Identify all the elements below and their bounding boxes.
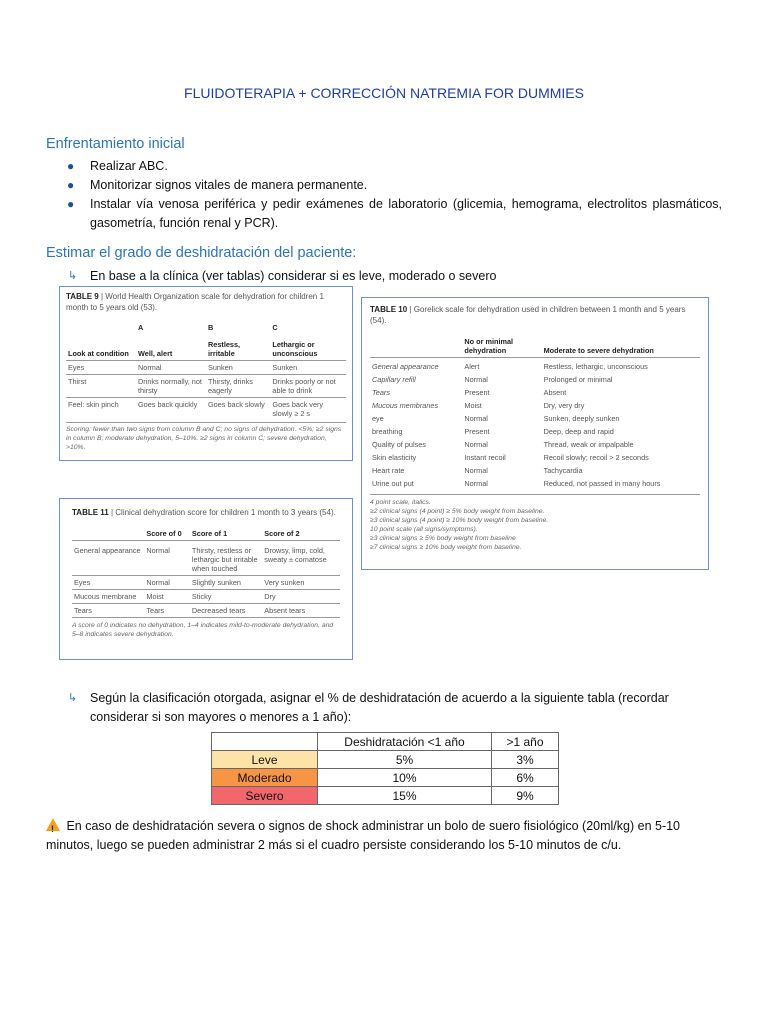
bullet-icon: ● [67,197,75,211]
section-heading-dehydration: Estimar el grado de deshidratación del paciente: [46,245,357,261]
table10-caption: TABLE 10 | Gorelick scale for dehydration used in children between 1 month and 5 years (54). [370,305,686,325]
table-row: Urine out put Normal Reduced, not passed in many hours [372,479,661,488]
arrow-icon: ↳ [68,692,78,704]
table-row: General appearance Alert Restless, lethargic, unconscious [370,358,700,374]
table-row: Quality of pulses Normal Thread, weak or impalpable [372,440,634,449]
bullet-icon: ● [67,159,75,173]
table-row: Eyes Normal Sunken Sunken [66,361,346,375]
arrow-icon: ↳ [68,270,78,282]
table-row: Mucous membranes Moist Dry, very dry [372,401,585,410]
bullet-item: ● Monitorizar signos vitales de manera permanente. [70,176,720,195]
table9-caption: TABLE 9 | World Health Organization scale for dehydration for children 1 month to 5 years old (53). [66,292,324,312]
table11-note: A score of 0 indicates no dehydration, 1–4 indicates mild-to-moderate dehydration, and 5–8 indicates severe dehydration. [72,622,334,638]
table-row: breathing Present Deep, deep and rapid [372,427,614,436]
document-title: FLUIDOTERAPIA + CORRECCIÓN NATREMIA FOR DUMMIES [184,85,584,101]
table-row: Capillary refill Normal Prolonged or minimal [372,375,613,384]
table-row: Tears Present Absent [372,388,567,397]
arrow-item: ↳ En base a la clínica (ver tablas) considerar si es leve, moderado o severo [68,267,728,286]
table-row: Heart rate Normal Tachycardia [372,466,583,475]
table-row: Severo 15% 9% [212,787,559,805]
table-row: Tears Tears Decreased tears Absent tears [72,604,340,618]
bullet-item: ● Instalar vía venosa periférica y pedir exámenes de laboratorio (glicemia, hemograma, electrolitos plasmáticos, gasometría, función renal y PCR). [67,197,722,230]
table10-notes: 4 point scale, italics. ≥2 clinical signs (4 point) ≥ 5% body weight from baseline. ≥3 clinical signs (4 point) ≥ 10% body weight from baseline. 10 point scale (all signs/symptoms). ≥3 clinical signs ≥ 5% body weight from baseline ≥7 clinical signs ≥ 10% body weight from baseline. [370,499,549,551]
dehydration-percent-table: Deshidratación <1 año >1 año Leve 5% 3% Moderado 10% 6% Severo 15% 9% [211,732,559,805]
table-row: General appearance Normal Thirsty, restless or lethargic but irritable when touched Drowsy, limp, cold, sweaty ± comatose [72,541,340,576]
bullet-icon: ● [67,178,75,192]
severity-label: Severo [212,787,318,805]
warning-icon: ! [46,818,60,831]
table-row: Mucous membrane Moist Sticky Dry [72,590,340,604]
severity-label: Moderado [212,769,318,787]
table-row: eye Normal Sunken, deeply sunken [372,414,620,423]
warning-paragraph: ! En caso de deshidratación severa o signos de shock administrar un bolo de suero fisiológico (20ml/kg) en 5-10 minutos, luego se pueden administrar 2 más si el cuadro persiste considerando los 5-10 minutos de c/u. [46,819,681,852]
table9-who-scale: TABLE 9 | World Health Organization scale for dehydration for children 1 month to 5 years old (53). A B C Look at condition Well, alert Restless, irritable Lethargic or unconscious Eyes Normal Sunken Sunken Thirst Drinks normally, not thirsty Thirsty, drinks eagerly Drinks poorly or not able to drink Feel: skin pinch Goes back quickly Goes back slowly Goes back very slowly ≥ 2 s Scoring: fewer than two signs from column B and C; no signs of dehydration. <5%; ≥2 signs in column B; moderate dehydration, 5–10%. ≥2 signs in column C; severe dehydration, >10%. [59,286,353,461]
table-row: Skin elasticity Instant recoil Recoil slowly; recoil > 2 seconds [372,453,649,462]
table-row: Feel: skin pinch Goes back quickly Goes back slowly Goes back very slowly ≥ 2 s [66,398,346,421]
table11-caption: TABLE 11 | Clinical dehydration score for children 1 month to 3 years (54). [72,508,336,517]
table9-note: Scoring: fewer than two signs from column B and C; no signs of dehydration. <5%; ≥2 signs in column B; moderate dehydration, 5–10%. ≥2 signs in column C; severe dehydration, >10%. [66,426,342,451]
table-row: Moderado 10% 6% [212,769,559,787]
table-row: Eyes Normal Slightly sunken Very sunken [72,576,340,590]
severity-label: Leve [212,751,318,769]
arrow-item: ↳ Según la clasificación otorgada, asignar el % de deshidratación de acuerdo a la siguiente tabla (recordar considerar si son mayores o menores a 1 año): [68,691,669,724]
table-row: Thirst Drinks normally, not thirsty Thirsty, drinks eagerly Drinks poorly or not able to drink [66,375,346,398]
table-row: Leve 5% 3% [212,751,559,769]
section-heading-initial: Enfrentamiento inicial [46,136,185,152]
table10-gorelick-scale: TABLE 10 | Gorelick scale for dehydration used in children between 1 month and 5 years (54). No or minimal dehydration Moderate to severe dehydration General appearance Alert Restless, lethargic, unconscious Capillary refill Normal Prolonged or minimal Tears Present Absent Mucous membranes Moist Dry, very dry eye Normal Sunken, deeply sunken breathing Present Deep, deep and rapid Quality of pulses Normal Thread, weak or impalpable Skin elasticity Instant recoil Recoil slowly; recoil > 2 seconds Heart rate Normal Tachycardia Urine out put Normal Reduced, not passed in many hours 4 point scale, italics. ≥2 clinical signs (4 point) ≥ 5% body weight from baseline. ≥3 clinical signs (4 point) ≥ 10% body weight from baseline. 10 point scale (all signs/symptoms). ≥3 clinical signs ≥ 5% body weight from baseline ≥7 clinical signs ≥ 10% body weight from baseline. [361,297,709,570]
table11-clinical-score: TABLE 11 | Clinical dehydration score for children 1 month to 3 years (54). Score of 0 Score of 1 Score of 2 General appearance Normal Thirsty, restless or lethargic but irritable when touched Drowsy, limp, cold, sweaty ± comatose Eyes Normal Slightly sunken Very sunken Mucous membrane Moist Sticky Dry Tears Tears Decreased tears Absent tears A score of 0 indicates no dehydration, 1–4 indicates mild-to-moderate dehydration, and 5–8 indicates severe dehydration. [59,498,353,660]
bullet-item: ● Realizar ABC. [70,157,720,176]
